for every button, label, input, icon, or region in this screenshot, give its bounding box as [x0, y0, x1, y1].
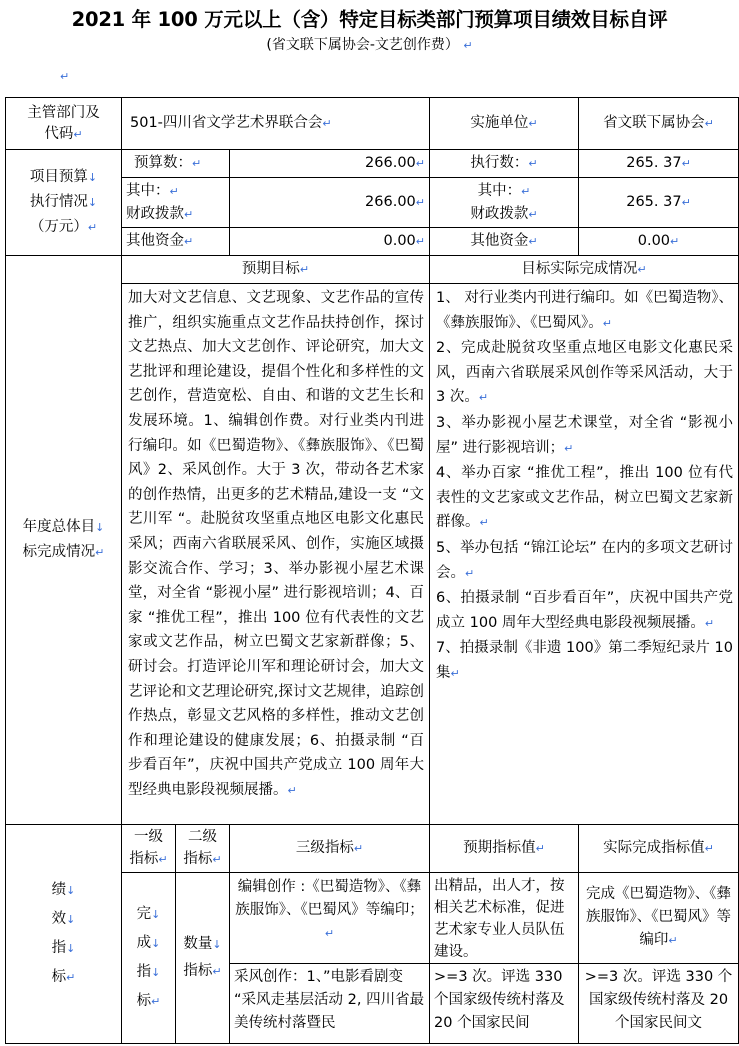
actual-value-cell: 完成《巴蜀造物》、《彝族服饰》、《巴蜀风》等编印↵: [579, 873, 739, 964]
actual-value-cell: >=3 次。评选 330 个国家级传统村落及 20 个国家民间文: [579, 964, 739, 1044]
actual-goals-list: [430, 284, 739, 825]
fiscal-label: 其中：↵ 财政拨款↵: [122, 178, 230, 228]
list-item: 2、完成赴脱贫攻坚重点地区电影文化惠民采风，西南六省联展采风创作等采风活动，大于 3 次。↵: [436, 340, 734, 406]
exec-value: 265. 37↵: [579, 150, 739, 178]
level1-header: 一级 指标↵: [122, 825, 176, 873]
dept-value-cell: 501-四川省文学艺术界联合会↵: [122, 98, 430, 150]
other-budget: 0.00↵: [230, 228, 430, 256]
page-subtitle: (省文联下属协会-文艺创作费） ↵: [266, 37, 473, 53]
dept-label-cell: 主管部门及 代码↵: [6, 98, 122, 150]
list-item: 1、 对行业类内刊进行编印。如《巴蜀造物》、《彝族服饰》、《巴蜀风》。↵: [436, 290, 734, 331]
paragraph-mark-icon: ↵: [463, 39, 473, 52]
impl-value-cell: 省文联下属协会↵: [579, 98, 739, 150]
budget-label-cell: 项目预算↓ 执行情况↓ （万元）↵: [6, 150, 122, 256]
level3-cell: 编辑创作 :《巴蜀造物》、《彝族服饰》、《巴蜀风》等编印；↵: [230, 873, 430, 964]
list-item: 7、拍摄录制《非遗 100》第二季短纪录片 10 集↵: [436, 640, 734, 681]
expected-value-cell: >=3 次。评选 330 个国家级传统村落及 20 个国家民间: [430, 964, 579, 1044]
other-exec-label: 其他资金↵: [430, 228, 579, 256]
goals-label-cell: 年度总体目↓ 标完成情况↵: [6, 256, 122, 825]
impl-label-cell: 实施单位↵: [430, 98, 579, 150]
expected-goals-text: 加大对文艺信息、文艺现象、文艺作品的宣传推广，组织实施重点文艺作品扶持创作，探讨文艺热点、加大文艺创作、评论研究，加大文艺批评和理论建设，提倡个性化和多样性的文艺创作，营造宽松、自由、和谐的文艺生长和发展环境。1、编辑创作费。对行业类内刊进行编印。如《巴蜀造物》、《彝族服饰》、《巴蜀风》2、采风创作。大于 3 次，带动各艺术家的创作热情，出更多的艺术精品,建设一支 “文艺川军 “。赴脱贫攻坚重点地区电影文化惠民采风；西南六省联展采风、创作，实施区域摄影交流合作、学习；3、举办影视小屋艺术课堂，对全省 “影视小屋” 进行影视培训；4、百家 “推优工程”，推出 100 位有代表性的文艺家或文艺作品，树立巴蜀文艺家新群像；5、研讨会。打造评论川军和理论研讨会，加大文艺评论和文艺理论研究,探讨文艺规律，追踪创作热点，彰显文艺风格的多样性，推动文艺创作和理论建设的健康发展；6、拍摄录制 “百步看百年”，庆祝中国共产党成立 100 周年大型经典电影段视频展播。↵: [122, 284, 430, 825]
list-item: 4、举办百家 “推优工程”，推出 100 位有代表性的文艺家或文艺作品，树立巴蜀文艺家新群像。↵: [436, 465, 734, 531]
level2-label: 数量↓ 指标↵: [176, 873, 230, 1044]
other-label: 其他资金↵: [122, 228, 230, 256]
level2-header: 二级 指标↵: [176, 825, 230, 873]
expected-value-cell: 出精品，出人才，按相关艺术标准，促进艺术家专业人员队伍建设。: [430, 873, 579, 964]
fiscal-exec-label: 其中：↵ 财政拨款↵: [430, 178, 579, 228]
list-item: 5、举办包括 “锦江论坛” 在内的多项文艺研讨会。↵: [436, 539, 734, 581]
actual-goals-header: 目标实际完成情况↵: [430, 256, 739, 284]
level3-header: 三级指标↵: [230, 825, 430, 873]
budget-label: 预算数：↵: [122, 150, 230, 178]
exec-label: 执行数：↵: [430, 150, 579, 178]
fiscal-exec: 265. 37↵: [579, 178, 739, 228]
fiscal-budget: 266.00↵: [230, 178, 430, 228]
page-title: 2021 年 100 万元以上（含）特定目标类部门预算项目绩效目标自评: [71, 8, 668, 31]
level3-cell: 采风创作：1、”电影看剧变 “采风走基层活动 2, 四川省最美传统村落暨民: [230, 964, 430, 1044]
list-item: 6、拍摄录制 “百步看百年”，庆祝中国共产党成立 100 周年大型经典电影段视频展播。↵: [436, 590, 734, 631]
indicators-section-label: 绩↓ 效↓ 指↓ 标↵: [6, 825, 122, 1044]
other-exec: 0.00↵: [579, 228, 739, 256]
paragraph-mark-icon: ↵: [60, 70, 70, 83]
level1-label: 完↓ 成↓ 指↓ 标↵: [122, 873, 176, 1044]
expected-value-header: 预期指标值↵: [430, 825, 579, 873]
expected-goals-header: 预期目标↵: [122, 256, 430, 284]
performance-table: [5, 97, 739, 1044]
budget-value: 266.00↵: [230, 150, 430, 178]
list-item: 3、举办影视小屋艺术课堂，对全省 “影视小屋” 进行影视培训；↵: [436, 414, 734, 456]
actual-value-header: 实际完成指标值↵: [579, 825, 739, 873]
